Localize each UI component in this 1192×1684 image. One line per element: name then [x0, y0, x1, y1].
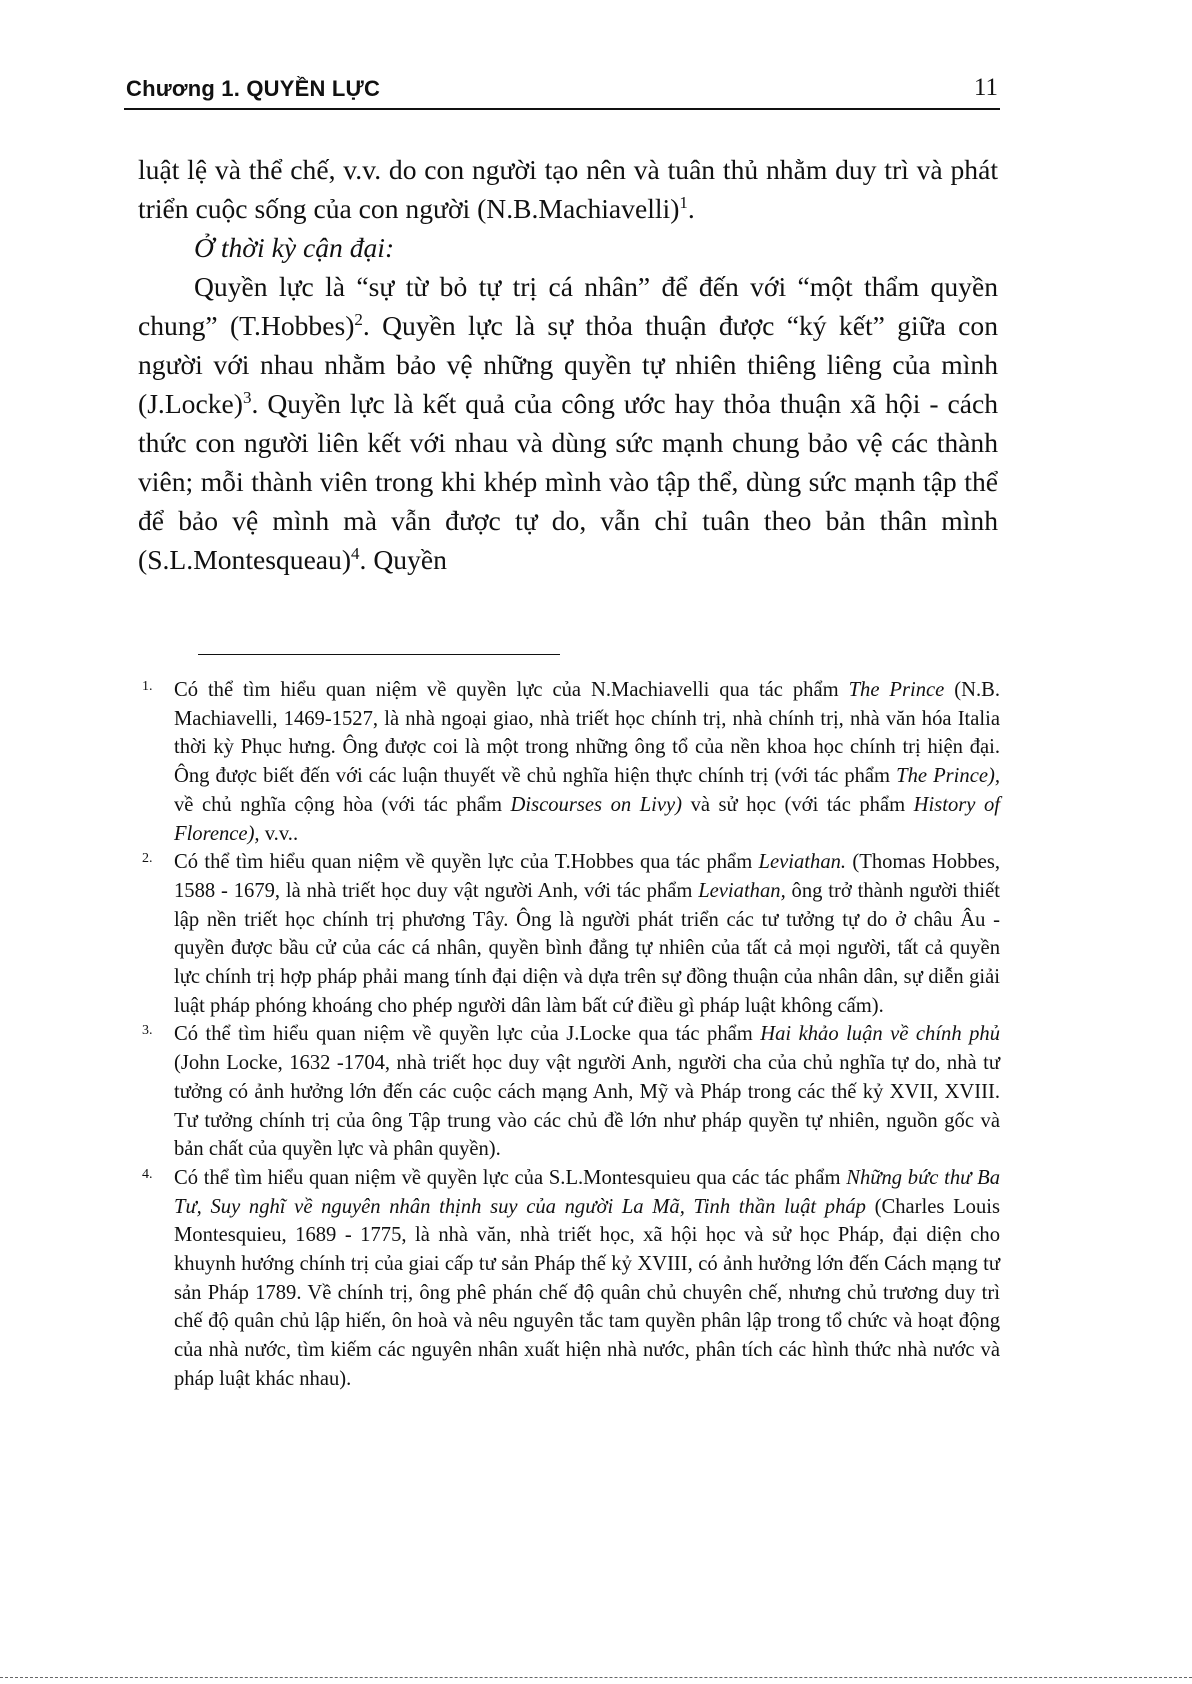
footnote-ref-3: 3 — [242, 387, 252, 407]
footnote-1: 1. Có thể tìm hiểu quan niệm về quyền lực của N.Machiavelli qua tác phẩm The Prince (N.B. Machiavelli, 1469-1527, là nhà ngoại giao, nhà triết học chính trị, nhà chính trị, nhà văn hóa Italia thời kỳ Phục hưng. Ông được coi là một trong những ông tổ của nền khoa học chính trị hiện đại. Ông được biết đến với các luận thuyết về chủ nghĩa hiện thực chính trị (với tác phẩm The Prince), về chủ nghĩa cộng hòa (với tác phẩm Discourses on Livy) và sử học (với tác phẩm History of Florence), v.v.. — [138, 676, 1000, 848]
footnote-number: 2. — [142, 851, 153, 867]
chapter-title: Chương 1. QUYỀN LỰC — [126, 76, 381, 101]
footnote-number: 4. — [142, 1166, 153, 1182]
footnote-ref-4: 4 — [351, 543, 360, 563]
footnote-separator — [198, 654, 560, 655]
footnote-2: 2. Có thể tìm hiểu quan niệm về quyền lực của T.Hobbes qua tác phẩm Leviathan. (Thomas Hobbes, 1588 - 1679, là nhà triết học duy vật người Anh, với tác phẩm Leviathan, ông trở thành người thiết lập nền triết học chính trị phương Tây. Ông là người phát triển các tư tưởng tự do ở châu Âu - quyền được bầu cử của các cá nhân, quyền bình đẳng tự nhiên của tất cả mọi người, tất cả quyền lực chính trị hợp pháp phải mang tính đại diện và dựa trên sự đồng thuận của nhân dân, sự diễn giải luật pháp phóng khoáng cho phép người dân làm bất cứ điều gì pháp luật không cấm). — [138, 848, 1000, 1020]
footnotes — [138, 676, 1000, 1394]
footnote-ref-2: 2 — [354, 309, 363, 329]
footnote-number: 1. — [142, 679, 153, 694]
running-header — [124, 74, 1000, 110]
paragraph-2: Quyền lực là “sự từ bỏ tự trị cá nhân” để đến với “một thẩm quyền chung” (T.Hobbes)$^2$. Quyền lực là sự thỏa thuận được “ký kết” giữa con người với nhau nhằm bảo vệ những quyền tự nhiên thiêng liêng của mình (J.Locke)$^3$. Quyền lực là kết quả của công ước hay thỏa thuận xã hội - cách thức con người liên kết với nhau và dùng sức mạnh chung bảo vệ các thành viên; mỗi thành viên trong khi khép mình vào tập thể, dùng sức mạnh tập thể để bảo vệ mình mà vẫn được tự do, vẫn chỉ tuân theo bản thân mình (S.L.Montesqueau)$^4$. Quyền — [138, 271, 998, 575]
footnote-number: 3. — [142, 1023, 153, 1039]
page-number: 11 — [973, 74, 998, 101]
body-text — [138, 150, 998, 579]
footnote-4: 4. Có thể tìm hiểu quan niệm về quyền lực của S.L.Montesquieu qua các tác phẩm Những bức thư Ba Tư, Suy nghĩ về nguyên nhân thịnh suy của người La Mã, Tinh thần luật pháp (Charles Louis Montesquieu, 1689 - 1775, là nhà văn, nhà triết học, xã hội học và sử học Pháp, đại diện cho khuynh hướng chính trị của giai cấp tư sản Pháp thế kỷ XVIII, có ảnh hưởng lớn đến Cách mạng tư sản Pháp 1789. Về chính trị, ông phê phán chế độ quân chủ chuyên chế, nhưng chủ trương duy trì chế độ quân chủ lập hiến, ôn hoà và nêu nguyên tắc tam quyền phân lập trong tổ chức và hoạt động của nhà nước, tìm kiếm các nguyên nhân xuất hiện nhà nước, phân tích các hình thức nhà nước và pháp luật khác nhau). — [138, 1164, 1000, 1394]
page-bottom-edge — [0, 1677, 1192, 1678]
footnote-ref-1: 1 — [679, 192, 688, 212]
paragraph-1: luật lệ và thể chế, v.v. do con người tạo nên và tuân thủ nhằm duy trì và phát triển cuộc sống của con người (N.B.Machiavelli)$^1$. — [138, 154, 998, 224]
section-subheading: Ở thời kỳ cận đại: — [194, 232, 395, 263]
footnote-3: 3. Có thể tìm hiểu quan niệm về quyền lực của J.Locke qua tác phẩm Hai khảo luận về chính phủ (John Locke, 1632 -1704, nhà triết học duy vật người Anh, người cha của chủ nghĩa tự do, nhà tư tưởng có ảnh hưởng lớn đến các cuộc cách mạng Anh, Mỹ và Pháp trong các thế kỷ XVII, XVIII. Tư tưởng chính trị của ông Tập trung vào các chủ đề lớn như pháp quyền tự nhiên, nguồn gốc và bản chất của quyền lực và phân quyền). — [138, 1020, 1000, 1164]
